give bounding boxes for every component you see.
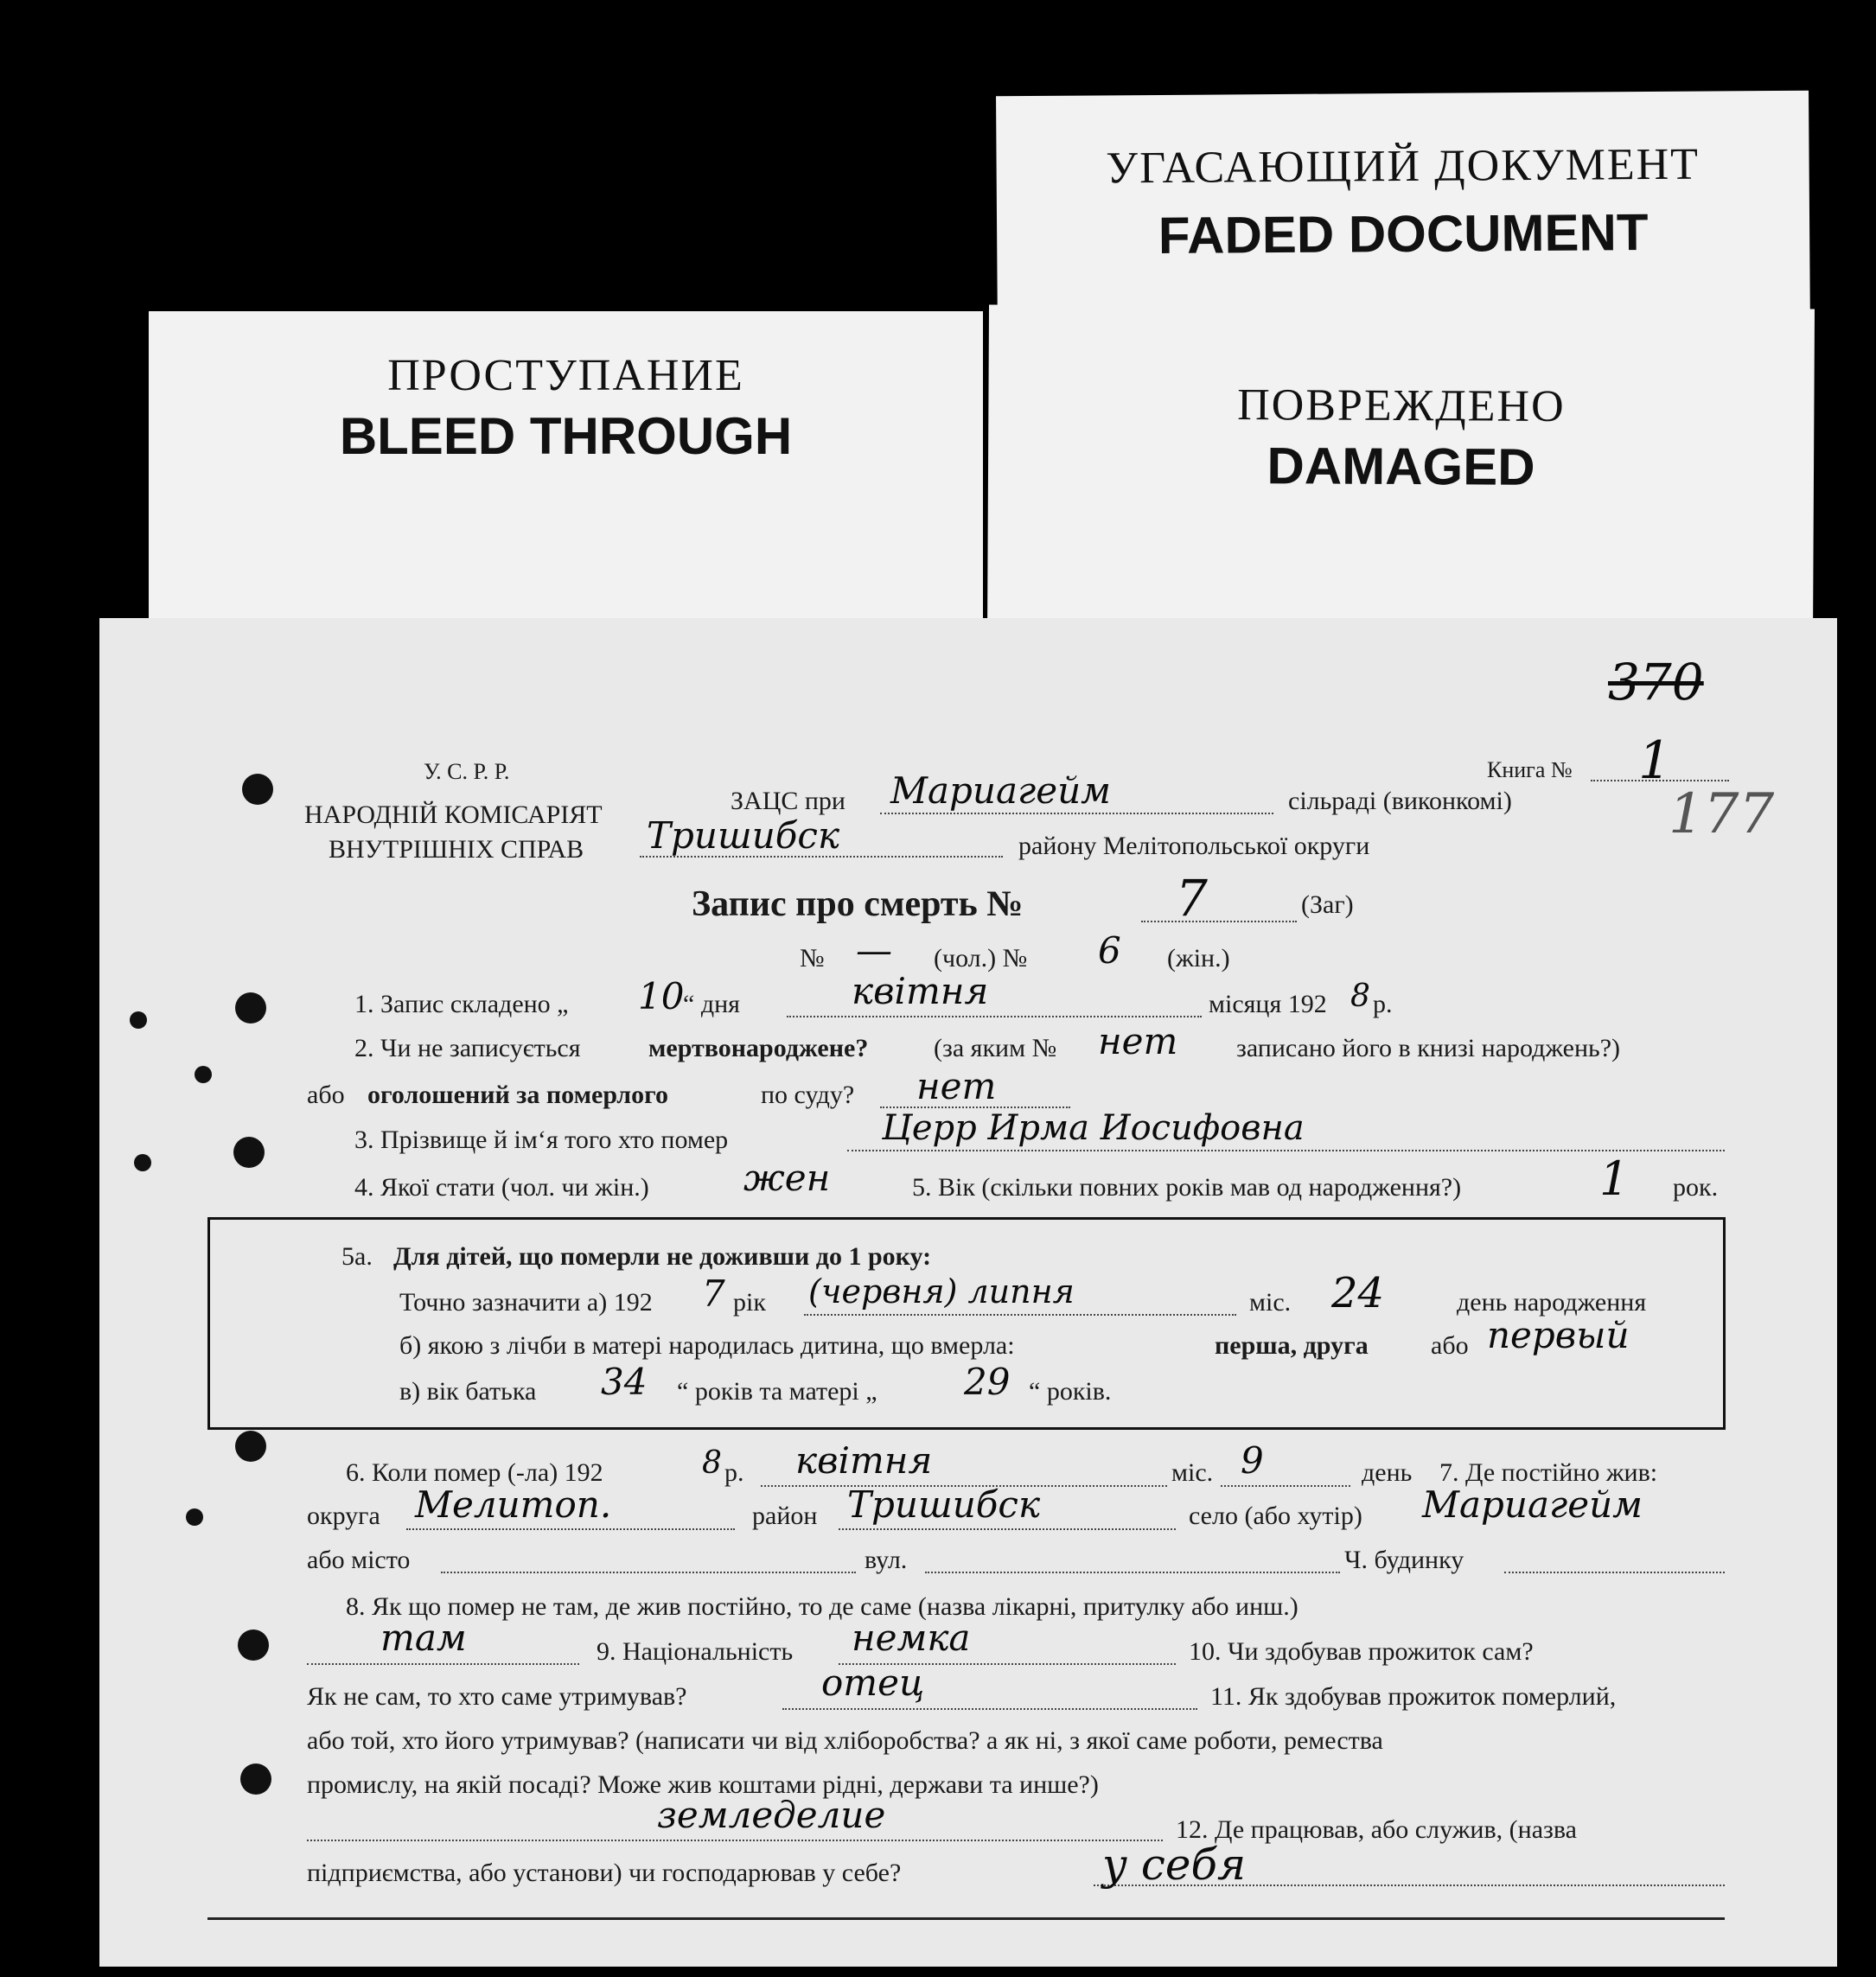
q5a-month-label: міс. — [1249, 1288, 1292, 1317]
bleed-card-title-en: BLEED THROUGH — [339, 407, 793, 465]
q5a-order-options: перша, друга — [1215, 1331, 1369, 1360]
q1-year-label: місяця 192 — [1209, 990, 1327, 1018]
q12-label: 12. Де працював, або служив, (назва — [1176, 1815, 1577, 1844]
faded-card-title-en: FADED DOCUMENT — [1158, 203, 1649, 265]
q6-day-label: день — [1362, 1458, 1413, 1487]
record-number-line — [1141, 921, 1297, 922]
q6-month-label: міс. — [1171, 1458, 1214, 1487]
district-suffix: району Мелітопольської округи — [1018, 832, 1370, 860]
village-line — [880, 813, 1273, 814]
q1-month-line — [787, 1016, 1202, 1017]
q6-year-suffix: р. — [724, 1458, 744, 1487]
punch-hole — [242, 774, 273, 805]
commissariat-line2: ВНУТРІШНІХ СПРАВ — [329, 835, 584, 864]
q3-label: 3. Прізвище й ім‘я того хто помер — [354, 1126, 729, 1154]
q11-line3: промислу, на якій посаді? Може жив коштами рідні, держави та инше?) — [307, 1770, 1099, 1799]
q3-name-line — [847, 1150, 1725, 1151]
damaged-card-title-en: DAMAGED — [1267, 437, 1535, 496]
female-number-value: 6 — [1098, 929, 1121, 972]
q5a-birth-year-digit: 7 — [702, 1272, 725, 1315]
q2-stillborn-value: нет — [1098, 1020, 1178, 1062]
q5a-birth-day-value: 24 — [1331, 1269, 1385, 1317]
punch-hole — [240, 1763, 271, 1795]
q7-house-label: Ч. будинку — [1344, 1546, 1464, 1574]
punch-hole — [233, 1137, 265, 1168]
q5-label: 5. Вік (скільки повних років мав од народження?) — [912, 1173, 1462, 1202]
ussr-label: У. С. Р. Р. — [424, 759, 510, 784]
q7-city-line — [441, 1572, 856, 1573]
q6-label: 6. Коли помер (-ла) 192 — [346, 1458, 603, 1487]
faded-document-card — [996, 91, 1810, 339]
record-title: Запис про смерть № — [692, 884, 1024, 924]
punch-hole — [186, 1508, 203, 1526]
q5a-mother-label: “ років та матері „ — [677, 1377, 877, 1406]
q6-day-line — [1221, 1485, 1350, 1487]
male-number-value: — — [856, 929, 892, 972]
q7-city-label: або місто — [307, 1546, 411, 1574]
side-number-note: 177 — [1669, 782, 1775, 846]
damaged-card-title-ru: ПОВРЕЖДЕНО — [1237, 380, 1566, 431]
record-title-suffix: (Заг) — [1301, 890, 1354, 919]
q1-year-suffix: р. — [1373, 990, 1393, 1018]
q5a-birth-label: Точно зазначити а) 192 — [399, 1288, 653, 1317]
q5a-day-label: день народження — [1457, 1288, 1647, 1317]
q1-label: 1. Запис складено „ — [354, 990, 569, 1018]
q2-or-label: або — [307, 1081, 345, 1109]
book-label: Книга № — [1487, 757, 1573, 782]
q5a-father-label: в) вік батька — [399, 1377, 537, 1406]
q1-day-suffix: “ дня — [683, 990, 740, 1018]
damaged-card — [987, 305, 1815, 642]
q5a-month-line — [804, 1314, 1236, 1316]
district-value: Тришибск — [647, 814, 840, 857]
q9-nationality-value: немка — [852, 1617, 971, 1659]
q6-month-value: квітня — [795, 1439, 933, 1482]
q12-line2: підприємства, або установи) чи господарював у себе? — [307, 1859, 902, 1887]
q11-line2: або той, хто його утримував? (написати чи від хліборобства? а як ні, з якої саме роботи, ремества — [307, 1726, 1383, 1755]
q10-supporter-label: Як не сам, то хто саме утримував? — [307, 1682, 687, 1711]
bleed-through-card — [149, 311, 983, 640]
punch-hole — [235, 992, 266, 1024]
q7-okruga-value: Мелитоп. — [415, 1483, 612, 1526]
q7-raion-value: Тришибск — [847, 1483, 1041, 1526]
q8-label: 8. Як що помер не там, де жив постійно, то де саме (назва лікарні, притулку або инш.) — [346, 1592, 1299, 1621]
village-value: Мариагейм — [890, 769, 1111, 812]
q8-where-value: там — [380, 1617, 467, 1659]
q5a-title: Для дітей, що померли не доживши до 1 року: — [393, 1242, 932, 1271]
q6-year-digit: 8 — [702, 1445, 722, 1481]
zags-suffix: сільраді (виконкомі) — [1288, 787, 1512, 815]
bleed-card-title-ru: ПРОСТУПАНИЕ — [387, 351, 744, 400]
faded-card-title-ru: УГАСАЮЩИЙ ДОКУМЕНТ — [1106, 139, 1701, 194]
q5a-years-suffix: “ років. — [1029, 1377, 1112, 1406]
q4-sex-value: жен — [743, 1157, 831, 1199]
female-label: (жін.) — [1167, 944, 1230, 973]
q7-house-line — [1504, 1572, 1725, 1573]
male-label: (чол.) № — [934, 944, 1028, 973]
q3-name-value: Церр Ирма Иосифовна — [882, 1108, 1305, 1148]
q5a-father-age-value: 34 — [601, 1361, 648, 1403]
q10-supporter-line — [782, 1708, 1197, 1710]
q9-label: 9. Національність — [597, 1637, 794, 1666]
q7-label: 7. Де постійно жив: — [1439, 1458, 1658, 1487]
q2-birth-book-label: записано його в книзі народжень?) — [1236, 1034, 1621, 1062]
page-number-note: 370 — [1608, 653, 1704, 711]
q11-label: 11. Як здобував прожиток померлий, — [1210, 1682, 1617, 1711]
q12-workplace-value: у себя — [1102, 1840, 1247, 1890]
q2-stillborn-label: мертвонароджене? — [648, 1034, 869, 1062]
q2-declared-label: оголошений за померлого — [367, 1081, 668, 1109]
punch-hole — [134, 1154, 151, 1171]
q5-age-value: 1 — [1599, 1151, 1630, 1206]
q5-age-suffix: рок. — [1673, 1173, 1719, 1202]
bottom-rule — [207, 1917, 1725, 1920]
record-number-value: 7 — [1176, 869, 1208, 928]
q11-occupation-line — [307, 1840, 1163, 1841]
q10-label: 10. Чи здобував прожиток сам? — [1189, 1637, 1534, 1666]
q11-occupation-value: земледелие — [657, 1794, 886, 1836]
num-prefix: № — [800, 944, 825, 973]
q7-okruga-line — [406, 1528, 735, 1530]
q2-label: 2. Чи не записується — [354, 1034, 581, 1062]
q7-okruga-label: округа — [307, 1502, 380, 1530]
q2-number-label: (за яким № — [934, 1034, 1057, 1062]
q1-year-digit: 8 — [1350, 979, 1370, 1014]
q5a-order-or: або — [1431, 1331, 1469, 1360]
q7-raion-line — [839, 1528, 1176, 1530]
q10-supporter-value: отец — [821, 1661, 925, 1704]
punch-hole — [195, 1066, 212, 1083]
q5a-order-label: б) якою з лічби в матері народилась дитина, що вмерла: — [399, 1331, 1015, 1360]
punch-hole — [130, 1011, 147, 1029]
q6-day-value: 9 — [1241, 1439, 1264, 1482]
q7-selo-label: село (або хутір) — [1189, 1502, 1362, 1530]
q4-label: 4. Якої стати (чол. чи жін.) — [354, 1173, 649, 1202]
punch-hole — [235, 1431, 266, 1462]
q5a-birth-month-value: (червня) липня — [808, 1272, 1075, 1311]
q5a-mother-age-value: 29 — [964, 1361, 1011, 1403]
book-number-value: 1 — [1638, 730, 1672, 791]
punch-hole — [238, 1629, 269, 1661]
q5a-year-label: рік — [733, 1288, 766, 1317]
q7-raion-label: район — [752, 1502, 818, 1530]
commissariat-line1: НАРОДНІЙ КОМІСАРІЯТ — [304, 800, 603, 829]
q2-court-label: по суду? — [761, 1081, 855, 1109]
q8-where-line — [307, 1663, 579, 1665]
zags-prefix: ЗАЦС при — [731, 787, 845, 815]
q1-month-value: квітня — [852, 970, 989, 1012]
q7-street-line — [925, 1572, 1340, 1573]
q1-day-value: 10 — [638, 975, 685, 1017]
q5a-number: 5а. — [341, 1242, 373, 1271]
q7-street-label: вул. — [865, 1546, 908, 1574]
q5a-birth-order-value: первый — [1487, 1314, 1630, 1356]
q2-declared-value: нет — [916, 1065, 997, 1107]
q7-selo-value: Мариагейм — [1422, 1483, 1643, 1526]
